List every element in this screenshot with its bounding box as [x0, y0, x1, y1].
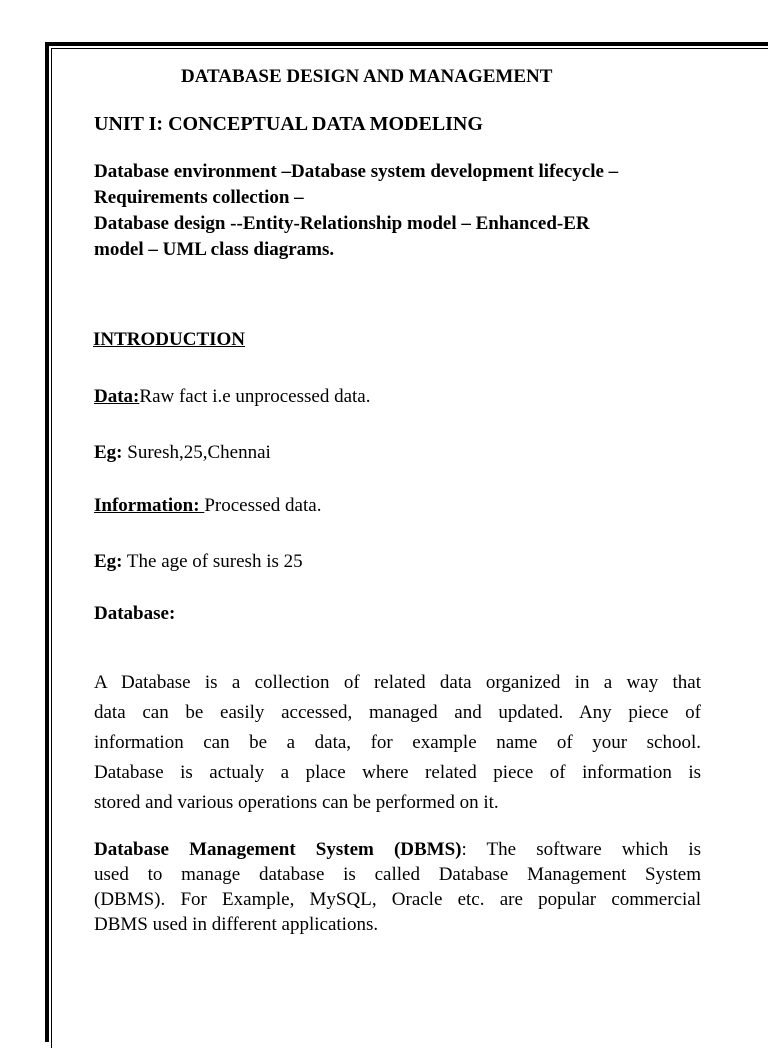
dbms-term: Database Management System (DBMS) — [94, 839, 462, 860]
example-two — [94, 549, 303, 574]
unit-title: UNIT I: CONCEPTUAL DATA MODELING — [94, 113, 483, 135]
paragraph-line: DBMS used in different applications. — [94, 914, 379, 935]
paragraph-line: Database is actualy a place where related piece of information is — [94, 762, 701, 783]
paragraph-line: (DBMS). For Example, MySQL, Oracle etc. are popular commercial — [94, 889, 701, 910]
paragraph-line: A Database is a collection of related data organized in a way that — [94, 672, 701, 693]
data-definition — [94, 384, 370, 409]
syllabus-line: Database environment –Database system development lifecycle – — [94, 161, 619, 182]
example-label: Eg: — [94, 551, 123, 572]
database-heading: Database: — [94, 603, 176, 624]
example-text: Suresh,25,Chennai — [122, 442, 271, 463]
paragraph-line: information can be a data, for example name of your school. — [94, 732, 701, 753]
example-text: The age of suresh is 25 — [122, 551, 303, 572]
introduction-heading: INTRODUCTION — [93, 329, 246, 350]
data-definition-text: Raw fact i.e unprocessed data. — [139, 386, 371, 407]
paragraph-line: used to manage database is called Database Management System — [94, 864, 701, 885]
database-paragraph — [94, 668, 701, 818]
paragraph-line: stored and various operations can be performed on it. — [94, 792, 499, 813]
syllabus-topics — [94, 159, 704, 263]
dbms-paragraph — [94, 837, 701, 937]
information-definition-text: Processed data. — [204, 495, 322, 516]
syllabus-line: model – UML class diagrams. — [94, 239, 335, 260]
data-term: Data: — [94, 386, 140, 407]
syllabus-line: Requirements collection – — [94, 187, 304, 208]
example-one — [94, 440, 271, 465]
information-term: Information: — [94, 495, 205, 516]
document-title: DATABASE DESIGN AND MANAGEMENT — [181, 66, 553, 87]
paragraph-line — [94, 837, 701, 862]
information-definition — [94, 493, 321, 518]
dbms-line-rest: : The software which is — [461, 839, 701, 860]
paragraph-line: data can be easily accessed, managed and updated. Any piece of — [94, 702, 701, 723]
example-label: Eg: — [94, 442, 123, 463]
syllabus-line: Database design --Entity-Relationship model – Enhanced-ER — [94, 213, 590, 234]
